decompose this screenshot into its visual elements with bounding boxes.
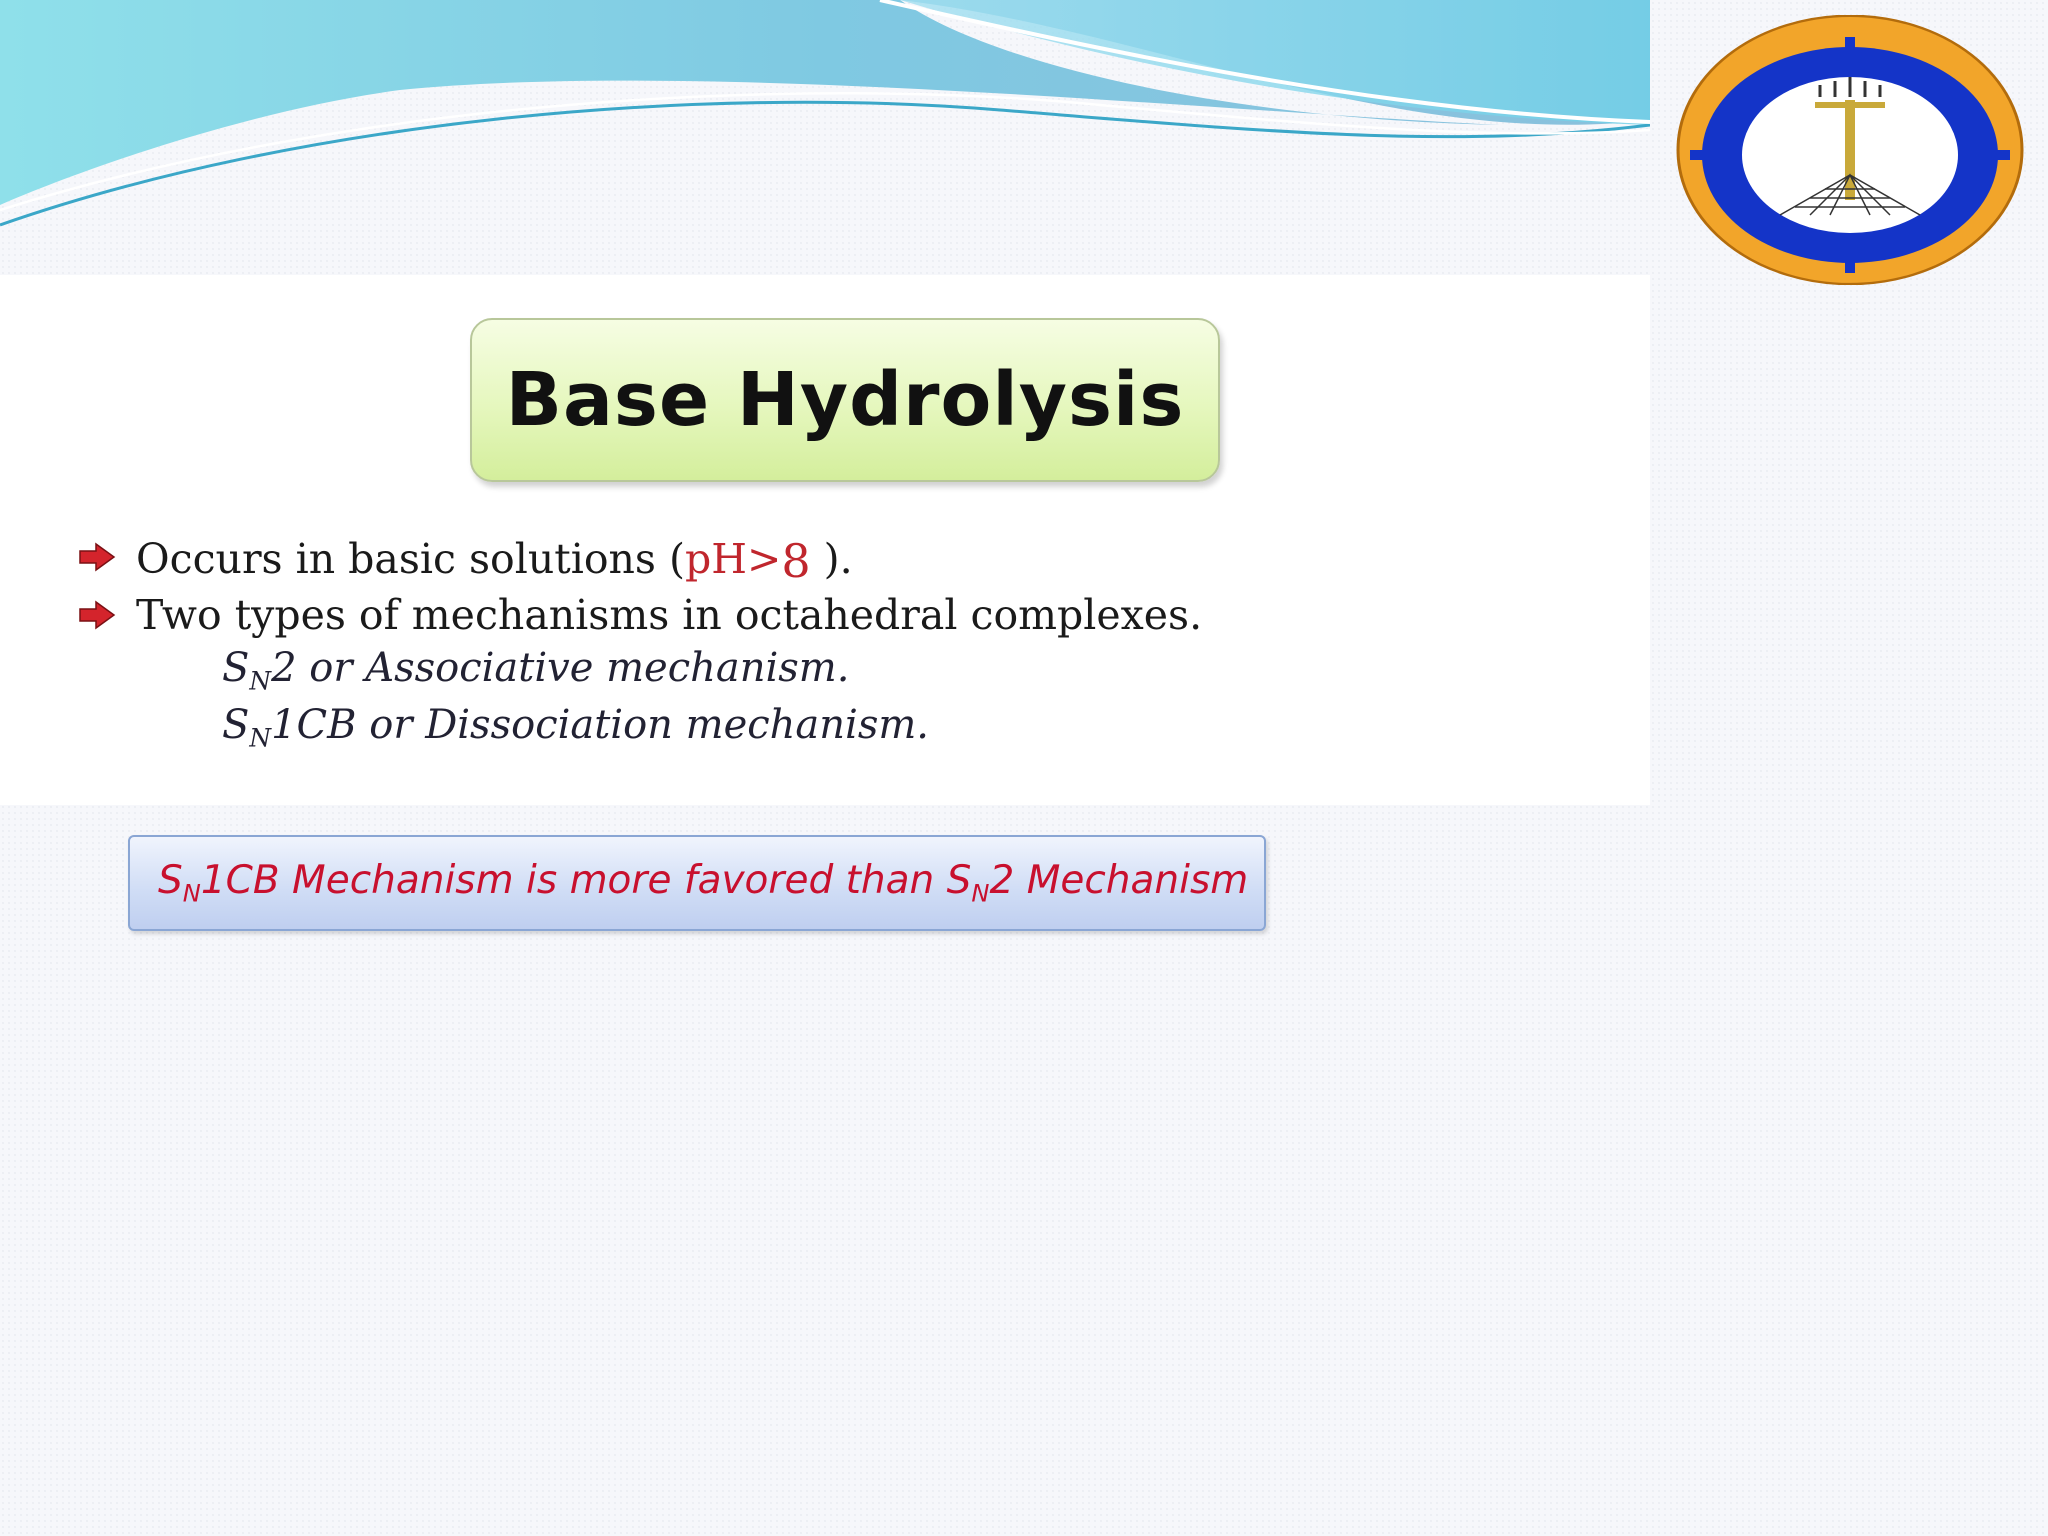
arrow-bullet-icon (78, 600, 116, 630)
slide-title: Base Hydrolysis (505, 357, 1185, 443)
mechanism-list (222, 645, 1122, 759)
bullet-list (78, 528, 1328, 644)
bullet-text: Two types of mechanisms in octahedral complexes. (136, 591, 1203, 639)
title-box (470, 318, 1220, 482)
mechanism-sn2: $S_N2$ or Associative mechanism. (222, 645, 850, 696)
callout-text: $S_N1CB$ Mechanism is more favored than $S_N2$ Mechanism (158, 858, 1249, 908)
bullet-item (78, 528, 1328, 586)
bullet-item (78, 586, 1328, 644)
ph-value: 8 (781, 534, 811, 588)
mechanism-sn1cb: $S_N1CB$ or Dissociation mechanism. (222, 702, 929, 753)
ph-highlight: pH> (685, 535, 782, 583)
institute-seal-logo (1660, 15, 2040, 285)
arrow-bullet-icon (78, 542, 116, 572)
bullet-text: Occurs in basic solutions (pH>8 ). (136, 534, 853, 588)
callout-box (128, 835, 1266, 931)
header-wave-decoration (0, 0, 1650, 240)
